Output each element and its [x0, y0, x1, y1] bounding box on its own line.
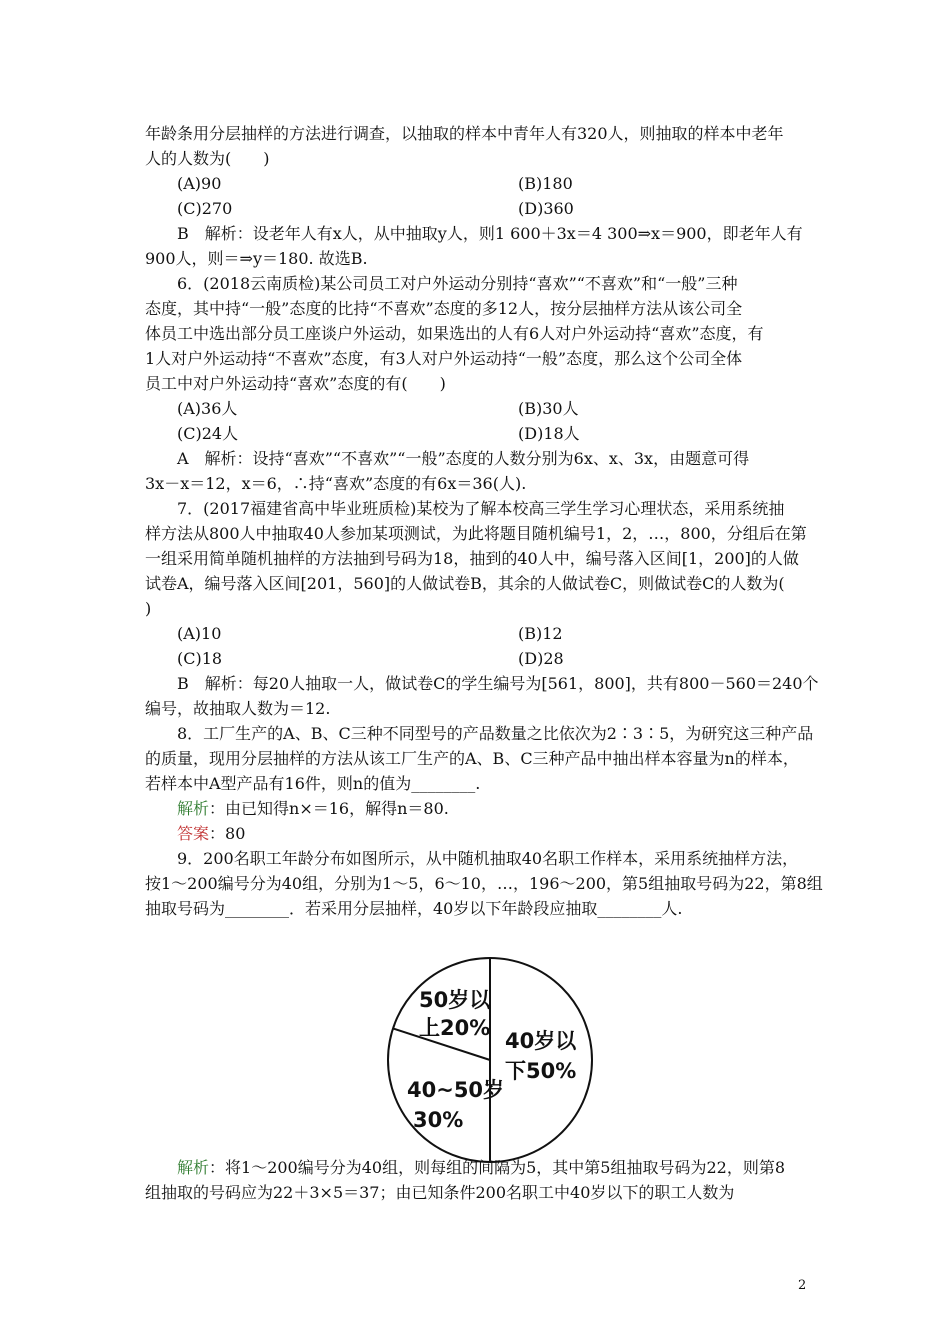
text-line: 900人，则＝⇒y＝180. 故选B.: [145, 249, 368, 268]
text-line: 一组采用简单随机抽样的方法抽到号码为18，抽到的40人中，编号落入区间[1，200]的人做: [145, 549, 799, 568]
option-left: (A)36人: [177, 399, 238, 418]
pie-slice-label: 上20%: [419, 1016, 491, 1040]
text-line: 体员工中选出部分员工座谈户外运动，如果选出的人有6人对户外运动持“喜欢”态度，有: [145, 324, 764, 343]
text-line: 人的人数为( ): [145, 149, 270, 168]
text-line: 试卷A，编号落入区间[201，560]的人做试卷B，其余的人做试卷C，则做试卷C的人数为(: [145, 574, 785, 593]
text-line: 年龄条用分层抽样的方法进行调查，以抽取的样本中青年人有320人，则抽取的样本中老年: [145, 124, 784, 143]
pie-slice-label: 50岁以: [419, 988, 491, 1012]
solution-9: 解析：将1～200编号分为40组，则每组的间隔为5，其中第5组抽取号码为22，则第8: [177, 1158, 785, 1177]
option-right: (B)30人: [518, 399, 579, 418]
text-line: 员工中对户外运动持“喜欢”态度的有( ): [145, 374, 446, 393]
pie-slice-label: 40岁以: [505, 1029, 577, 1053]
text-line: B 解析：每20人抽取一人，做试卷C的学生编号为[561，800]，共有800－560＝240个: [177, 674, 819, 693]
option-left: (C)24人: [177, 424, 239, 443]
text-line: 态度，其中持“一般”态度的比持“不喜欢”态度的多12人，按分层抽样方法从该公司全: [145, 299, 743, 318]
option-left: (A)90: [177, 174, 222, 193]
text-line: 的质量，现用分层抽样的方法从该工厂生产的A、B、C三种产品中抽出样本容量为n的样本，: [145, 749, 799, 768]
text-line: 样方法从800人中抽取40人参加某项测试，为此将题目随机编号1，2，…，800，分组后在第: [145, 524, 807, 543]
text-line: 7．(2017福建省高中毕业班质检)某校为了解本校高三学生学习心理状态，采用系统抽: [177, 499, 785, 518]
page-number: 2: [798, 1278, 807, 1293]
pie-slice-label: 下50%: [505, 1059, 577, 1083]
option-right: (B)180: [518, 174, 573, 193]
text-line: 1人对户外运动持“不喜欢”态度，有3人对户外运动持“一般”态度，那么这个公司全体: [145, 349, 743, 368]
text-line: 编号，故抽取人数为＝12.: [145, 699, 331, 718]
text-line: 抽取号码为________．若采用分层抽样，40岁以下年龄段应抽取________人.: [145, 899, 683, 918]
text-line: 9．200名职工年龄分布如图所示，从中随机抽取40名职工作样本，采用系统抽样方法，: [177, 849, 799, 868]
answer-8: 答案：80: [177, 824, 246, 843]
option-left: (C)270: [177, 199, 233, 218]
option-left: (C)18: [177, 649, 223, 668]
pie-slice-label: 40~50岁: [407, 1078, 505, 1102]
text-line: 6．(2018云南质检)某公司员工对户外运动分别持“喜欢”“不喜欢”和“一般”三种: [177, 274, 738, 293]
option-right: (D)28: [518, 649, 564, 668]
text-line: B 解析：设老年人有x人，从中抽取y人，则1 600＋3x＝4 300⇒x＝900，即老年人有: [177, 224, 803, 243]
text-line: 组抽取的号码应为22＋3×5＝37；由已知条件200名职工中40岁以下的职工人数为: [145, 1183, 735, 1202]
pie-slice-label: 30%: [413, 1108, 464, 1132]
option-right: (D)360: [518, 199, 574, 218]
text-line: 按1～200编号分为40组，分别为1～5，6～10，…，196～200，第5组抽取号码为22，第8组: [145, 874, 823, 893]
age-pie-chart: [385, 955, 595, 1165]
text-line: 8．工厂生产的A、B、C三种不同型号的产品数量之比依次为2∶3∶5，为研究这三种产品: [177, 724, 814, 743]
text-line: 若样本中A型产品有16件，则n的值为________.: [145, 774, 481, 793]
option-right: (B)12: [518, 624, 563, 643]
text-line: 3x－x＝12，x＝6，∴持“喜欢”态度的有6x＝36(人).: [145, 474, 527, 493]
option-left: (A)10: [177, 624, 222, 643]
text-line: A 解析：设持“喜欢”“不喜欢”“一般”态度的人数分别为6x、x、3x，由题意可得: [177, 449, 750, 468]
solution-8: 解析：由已知得n×＝16，解得n＝80.: [177, 799, 449, 818]
option-right: (D)18人: [518, 424, 580, 443]
text-line: ): [145, 599, 152, 618]
